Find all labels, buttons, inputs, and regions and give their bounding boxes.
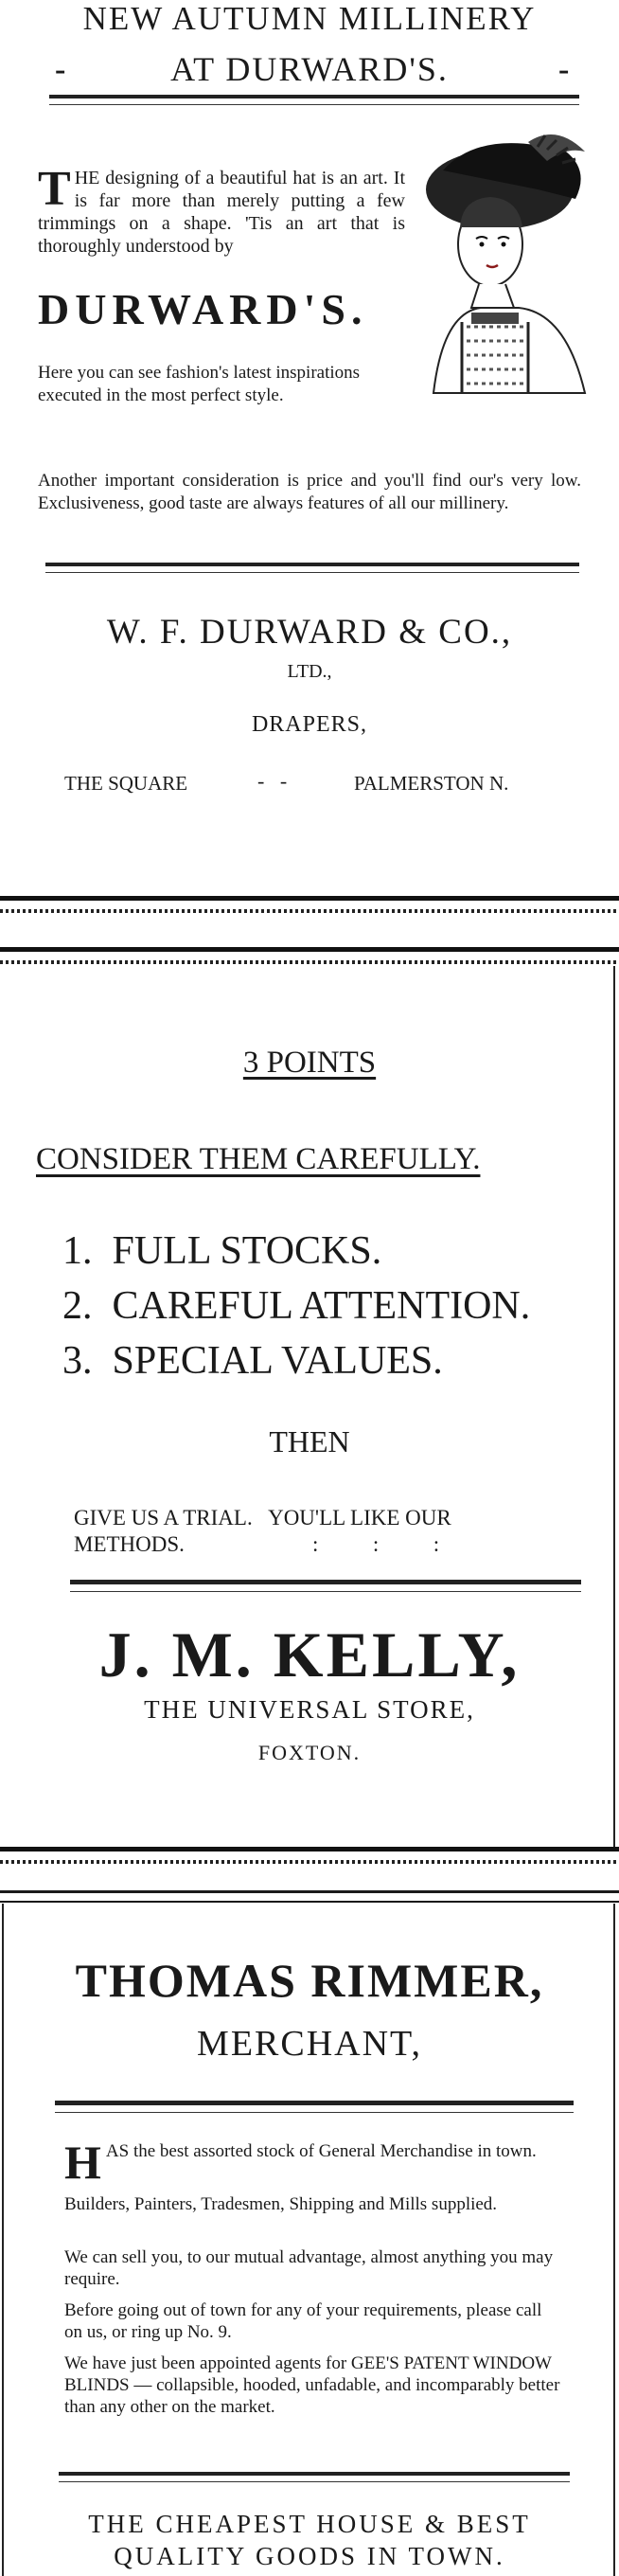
durward-address-dashes: - - — [257, 769, 288, 793]
rimmer-para-1-text: AS the best assorted stock of General Merchandise in town. — [105, 2141, 537, 2161]
lady-in-hat-drawing — [424, 133, 594, 398]
durward-ltd: LTD., — [287, 661, 332, 682]
separator-rule-4 — [0, 1890, 619, 1903]
durward-dropcap: T — [38, 162, 71, 216]
rimmer-dropcap: H — [64, 2136, 101, 2189]
kelly-points-list — [62, 1224, 619, 1388]
rimmer-advertisement — [0, 1904, 619, 2576]
kelly-advertisement — [0, 966, 619, 1837]
separator-hatch-2 — [0, 960, 619, 964]
rimmer-name: THOMAS RIMMER, — [75, 1954, 544, 2007]
kelly-name: J. M. KELLY, — [98, 1619, 521, 1690]
rimmer-para-4: Before going out of town for any of your requirements, please call on us, or ring up No. 9. — [64, 2300, 542, 2342]
separator-hatch-1 — [0, 909, 619, 913]
rimmer-rule-bottom — [55, 2112, 574, 2113]
body-rule-bottom — [45, 572, 579, 573]
rimmer-rule-top — [55, 2101, 574, 2105]
kelly-store: THE UNIVERSAL STORE, — [144, 1695, 475, 1724]
rimmer-footer-line-2: QUALITY GOODS IN TOWN. — [114, 2542, 505, 2570]
kelly-rule-bottom — [70, 1591, 581, 1592]
durward-company-name: W. F. DURWARD & CO., — [106, 613, 513, 652]
rimmer-para-1 — [64, 2136, 562, 2189]
kelly-methods: METHODS. — [74, 1532, 185, 1556]
kelly-then: THEN — [269, 1424, 350, 1458]
kelly-point-1: 1. FULL STOCKS. — [62, 1229, 382, 1273]
durward-headline-dash-right: - — [558, 52, 570, 87]
durward-headline-dash-left: - — [55, 52, 66, 87]
durward-intro — [38, 162, 405, 258]
rimmer-para-5: We have just been appointed agents for GEE'S PATENT WINDOW BLINDS — collapsible, hooded, unfadable, and incomparably better than any other on the market. — [64, 2353, 560, 2417]
durward-intro-text: HE designing of a beautiful hat is an art. It is far more than merely putting a few trimmings on a shape. 'Tis an art that is thoroughly understood by — [38, 168, 405, 257]
rimmer-trade: MERCHANT, — [197, 2024, 422, 2064]
rimmer-footer-rule-top — [59, 2472, 570, 2476]
kelly-subtitle: CONSIDER THEM CAREFULLY. — [36, 1142, 481, 1176]
rimmer-footer-rule-bottom — [59, 2481, 570, 2482]
kelly-title: 3 POINTS — [242, 1046, 377, 1080]
durward-subheadline: AT DURWARD'S. — [170, 50, 449, 88]
rimmer-footer-line-1: THE CHEAPEST HOUSE & BEST — [88, 2510, 531, 2538]
lady-in-hat-illustration — [424, 133, 594, 398]
kelly-rule-top — [70, 1580, 581, 1584]
rimmer-para-2: Builders, Painters, Tradesmen, Shipping and Mills supplied. — [64, 2194, 498, 2214]
durward-body-2: Here you can see fashion's latest inspirations executed in the most perfect style. — [38, 363, 361, 405]
headline-rule-bottom — [49, 104, 579, 105]
separator-hatch-3 — [0, 1860, 619, 1864]
rimmer-para-3: We can sell you, to our mutual advantage, almost anything you may require. — [64, 2247, 554, 2289]
kelly-right-border — [613, 966, 615, 1847]
durward-brand: DURWARD'S. — [38, 285, 368, 333]
kelly-trial: GIVE US A TRIAL. YOU'LL LIKE OUR — [74, 1506, 451, 1530]
durward-body-3: Another important consideration is price and you'll find our's very low. Exclusiveness, good taste are always features of all our millinery. — [38, 471, 581, 513]
kelly-point-2: 2. CAREFUL ATTENTION. — [62, 1284, 531, 1328]
durward-trade: DRAPERS, — [251, 712, 368, 737]
durward-headline: NEW AUTUMN MILLINERY — [82, 0, 537, 37]
durward-address-right: PALMERSTON N. — [354, 772, 509, 795]
body-rule-top — [45, 563, 579, 566]
kelly-methods-colons: : : : — [312, 1532, 440, 1556]
kelly-town: FOXTON. — [257, 1741, 362, 1764]
headline-rule-top — [49, 95, 579, 98]
kelly-point-3: 3. SPECIAL VALUES. — [62, 1339, 443, 1383]
durward-advertisement — [0, 0, 619, 890]
durward-address-left: THE SQUARE — [64, 772, 188, 795]
